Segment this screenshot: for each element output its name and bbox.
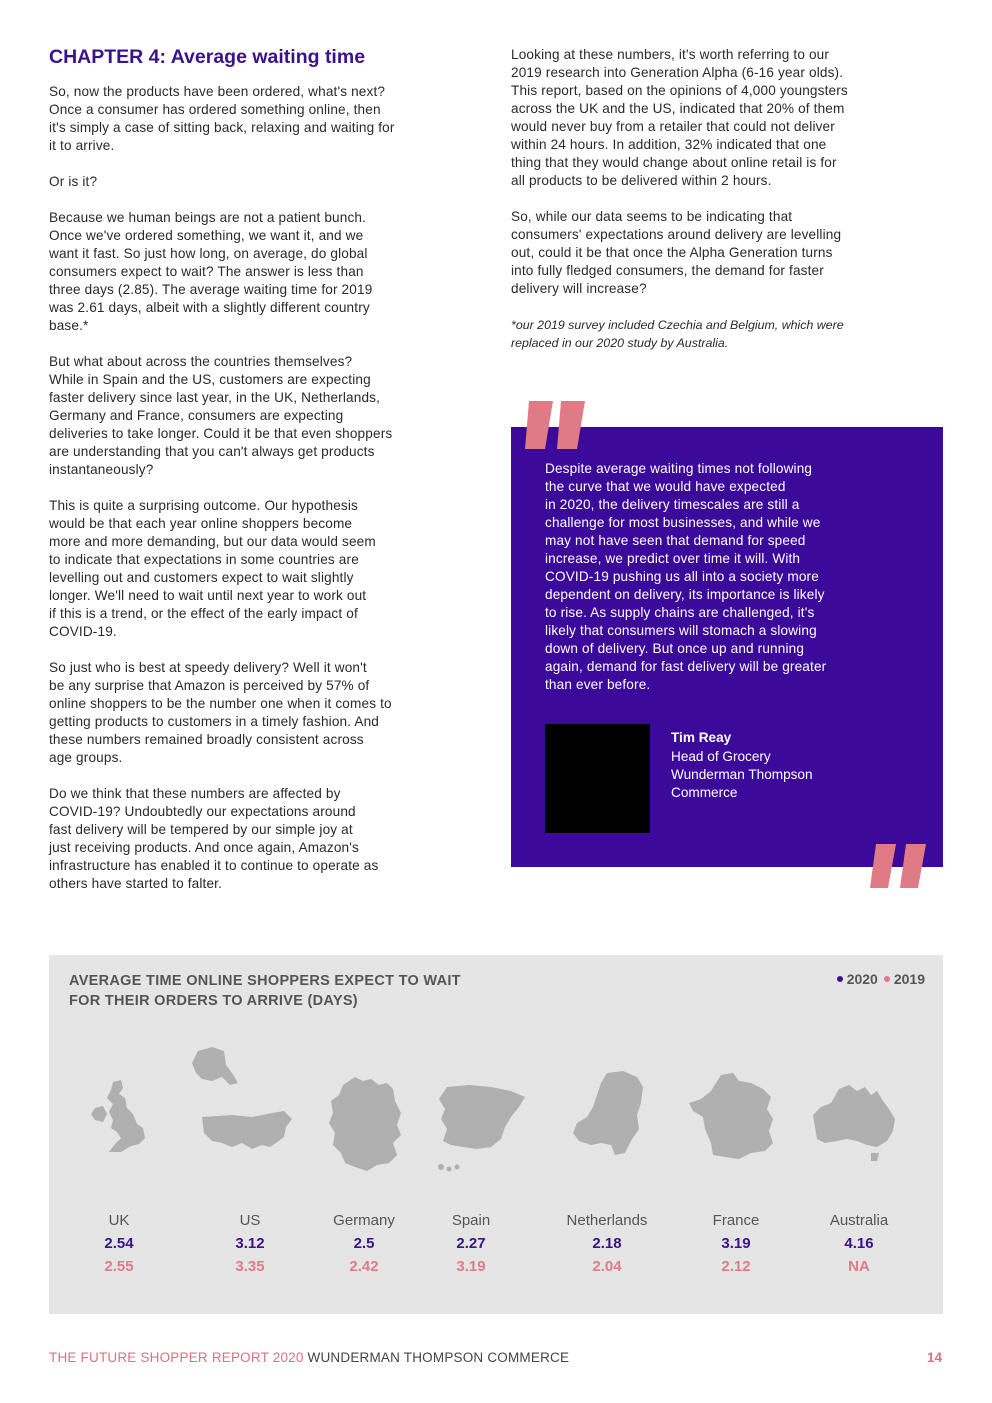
paragraph: But what about across the countries themselves? While in Spain and the US, customers are expecting faster delivery since last year, in the UK, Netherlands, Germany and France, consumers are expecting deliveries to take longer. Could it be that even shoppers are understanding that you can't always get products instantaneously? xyxy=(49,354,393,477)
spain-map-icon xyxy=(429,1083,531,1175)
paragraph: Because we human beings are not a patient bunch. Once we've ordered something, we want it, and we want it fast. So just how long, on average, do global consumers expect to wait? The answer is less than three days (2.85). The average waiting time for 2019 was 2.61 days, albeit with a slightly different country base.* xyxy=(49,210,373,333)
country-label: US xyxy=(239,1212,261,1229)
value-2019: 3.35 xyxy=(235,1258,265,1275)
value-2020: 3.12 xyxy=(235,1235,265,1252)
uk-map-icon xyxy=(91,1080,149,1155)
value-2019: 2.42 xyxy=(349,1258,379,1275)
open-quote-icon xyxy=(525,395,591,455)
value-2019: 2.04 xyxy=(592,1258,622,1275)
page-number: 14 xyxy=(926,1350,942,1365)
value-2019: 2.55 xyxy=(104,1258,134,1275)
legend-dot-icon xyxy=(884,976,890,982)
waiting-time-chart xyxy=(49,955,943,1314)
germany-map-icon xyxy=(327,1077,405,1171)
footer xyxy=(49,1350,569,1365)
country-label: Netherlands xyxy=(566,1212,648,1229)
legend-item-2019 xyxy=(884,971,925,987)
left-column xyxy=(49,46,481,911)
country-label: France xyxy=(712,1212,760,1229)
value-2020: 4.16 xyxy=(844,1235,874,1252)
legend-label: 2020 xyxy=(846,971,878,987)
value-2020: 3.19 xyxy=(721,1235,751,1252)
paragraph: So, now the products have been ordered, what's next? Once a consumer has ordered something online, then it's simply a case of sitting back, relaxing and waiting for it to arrive. xyxy=(49,84,395,153)
author-name: Tim Reay xyxy=(671,730,732,745)
value-2019: NA xyxy=(848,1258,870,1275)
us-map-icon xyxy=(192,1047,297,1157)
quote-text: Despite average waiting times not following the curve that we would have expected in 2020, the delivery timescales are still a challenge for most businesses, and while we may not have seen that demand for speed increase, we predict over time it will. With COVID-19 pushing us all into a society more dependent on delivery, its importance is likely to rise. As supply chains are challenged, it's likely that consumers will stomach a slowing down of delivery. But once up and running again, demand for fast delivery will be greater than ever before. xyxy=(545,461,827,692)
paragraph: So, while our data seems to be indicating that consumers' expectations around delivery are levelling out, could it be that once the Alpha Generation turns into fully fledged consumers, the demand for faster delivery will increase? xyxy=(511,209,842,296)
chart-legend xyxy=(837,971,925,987)
value-2020: 2.54 xyxy=(104,1235,134,1252)
chart-title: AVERAGE TIME ONLINE SHOPPERS EXPECT TO WAIT FOR THEIR ORDERS TO ARRIVE (DAYS) xyxy=(69,973,461,1009)
close-quote-icon xyxy=(870,842,930,890)
author-role: Head of Grocery Wunderman Thompson Commerce xyxy=(671,749,813,800)
country-label: Germany xyxy=(333,1212,395,1229)
author-photo xyxy=(545,724,650,833)
legend-item-2020 xyxy=(837,971,878,987)
paragraph: Or is it? xyxy=(49,174,98,189)
paragraph: Do we think that these numbers are affected by COVID-19? Undoubtedly our expectations around fast delivery will be tempered by our simple joy at just receiving products. And once again, Amazon's infrastructure has enabled it to continue to operate as others have started to falter. xyxy=(49,786,379,891)
country-label: Australia xyxy=(829,1212,889,1229)
australia-map-icon xyxy=(811,1083,897,1163)
paragraph: Looking at these numbers, it's worth referring to our 2019 research into Generation Alpha (6-16 year olds). This report, based on the opinions of 4,000 youngsters across the UK and the US, indicated that 20% of them would never buy from a retailer that could not deliver within 24 hours. In addition, 32% indicated that one thing that they would change about online retail is for all products to be delivered within 2 hours. xyxy=(511,47,848,188)
netherlands-map-icon xyxy=(567,1067,649,1165)
value-2020: 2.18 xyxy=(592,1235,622,1252)
footer-report-name: THE FUTURE SHOPPER REPORT 2020 xyxy=(49,1350,304,1365)
footnote: *our 2019 survey included Czechia and Belgium, which were replaced in our 2020 study by Australia. xyxy=(511,318,844,350)
right-column xyxy=(511,46,943,352)
paragraph: So just who is best at speedy delivery? Well it won't be any surprise that Amazon is perceived by 57% of online shoppers to be the number one when it comes to getting products to customers in a timely fashion. And these numbers remained broadly consistent across age groups. xyxy=(49,660,392,765)
paragraph: This is quite a surprising outcome. Our hypothesis would be that each year online shoppers become more and more demanding, but our data would seem to indicate that expectations in some countries are levelling out and customers expect to wait slightly longer. We'll need to wait until next year to work out if this is a trend, or the effect of the early impact of COVID-19. xyxy=(49,498,376,639)
value-2019: 2.12 xyxy=(721,1258,751,1275)
value-2019: 3.19 xyxy=(456,1258,486,1275)
legend-label: 2019 xyxy=(893,971,925,987)
value-2020: 2.27 xyxy=(456,1235,486,1252)
chapter-title: CHAPTER 4: Average waiting time xyxy=(49,46,366,68)
country-label: Spain xyxy=(451,1212,491,1229)
legend-dot-icon xyxy=(837,976,843,982)
value-2020: 2.5 xyxy=(353,1235,375,1252)
france-map-icon xyxy=(689,1073,779,1165)
footer-company: WUNDERMAN THOMPSON COMMERCE xyxy=(303,1350,570,1365)
country-label: UK xyxy=(108,1212,130,1229)
